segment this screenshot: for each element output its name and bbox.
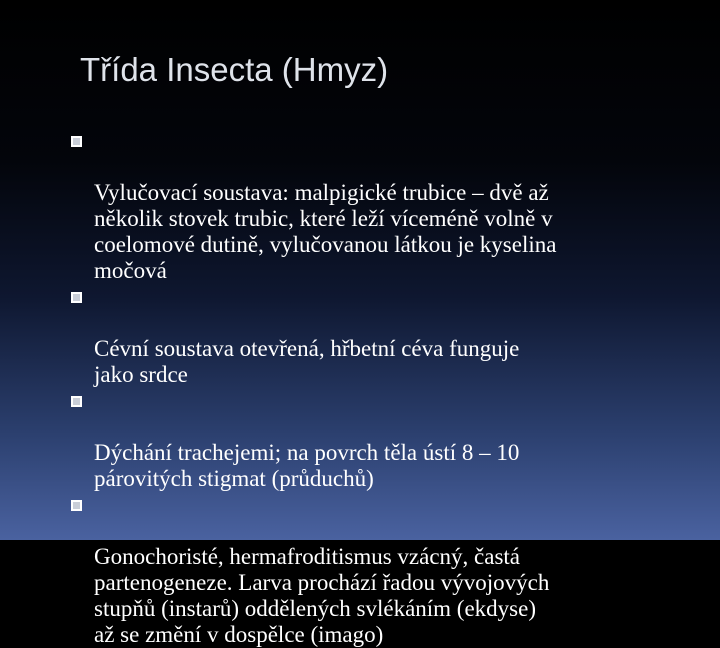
slide-title: Třída Insecta (Hmyz) [80, 51, 389, 88]
bullet-text: Dýchání trachejemi; na povrch těla ústí 8 – 10 párovitých stigmat (průduchů) [94, 440, 520, 491]
bullet-item-respiratory [70, 388, 670, 492]
square-bullet-icon [70, 135, 83, 148]
square-bullet-icon [70, 395, 83, 408]
bullet-item-excretory [70, 128, 670, 284]
bullet-text: Gonochoristé, hermafroditismus vzácný, častá partenogeneze. Larva prochází řadou vývojových stupňů (instarů) oddělených svlékáním (ekdyse) až se změní v dospělce (imago) [94, 544, 550, 647]
bullet-text: Cévní soustava otevřená, hřbetní céva funguje jako srdce [94, 336, 520, 387]
bullet-text: Vylučovací soustava: malpigické trubice – dvě až několik stovek trubic, které leží víceméně volně v coelomové dutině, vylučovanou látkou je kyselina močová [94, 180, 557, 283]
square-bullet-icon [70, 499, 83, 512]
bullet-item-reproduction [70, 492, 670, 648]
bullet-item-circulatory [70, 284, 670, 388]
bullet-list [70, 128, 670, 648]
square-bullet-icon [70, 291, 83, 304]
